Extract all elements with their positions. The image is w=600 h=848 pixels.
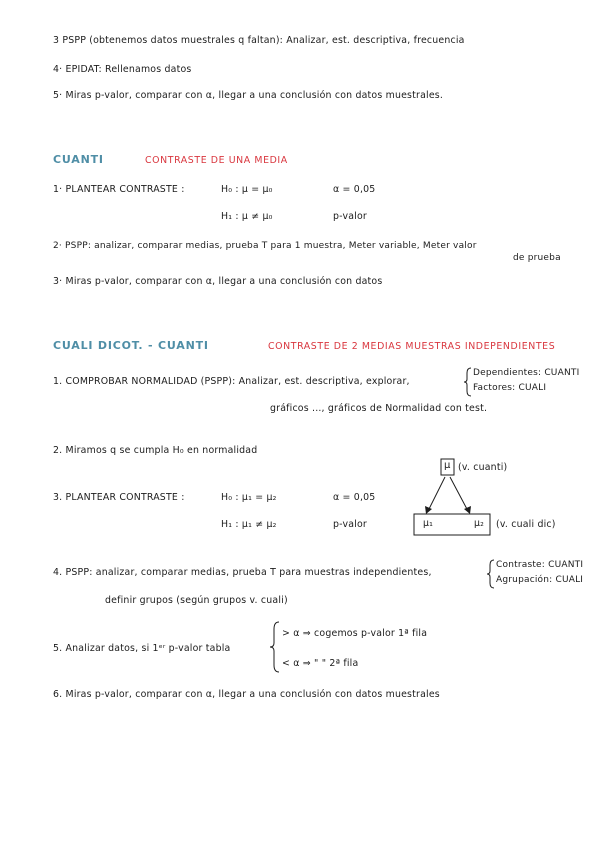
s2-step5-brace <box>270 621 280 673</box>
s2-step1-cont: gráficos ..., gráficos de Normalidad con test. <box>270 403 488 414</box>
diagram-top-label: (v. cuanti) <box>458 462 508 473</box>
s2-step4-brace <box>487 559 495 589</box>
s2-step5-less: < α ⇒ " " 2ª fila <box>282 658 359 669</box>
diagram-arrowhead-left <box>425 506 432 514</box>
s2-step1-dependientes: Dependientes: CUANTI <box>473 368 580 378</box>
step-4-epidat: 4· EPIDAT: Rellenamos datos <box>53 64 192 75</box>
diagram-arrow-left <box>428 477 445 511</box>
s1-step1-label: 1· PLANTEAR CONTRASTE : <box>53 184 185 195</box>
diagram-mu1: μ₁ <box>423 518 434 529</box>
s1-step2-cont: de prueba <box>513 253 561 263</box>
s2-step5-greater: > α ⇒ cogemos p-valor 1ª fila <box>282 628 428 639</box>
s2-h1: H₁ : μ₁ ≠ μ₂ <box>221 519 277 530</box>
s2-step1-brace <box>464 367 472 397</box>
s1-step2: 2· PSPP: analizar, comparar medias, prueba T para 1 muestra, Meter variable, Meter valor <box>53 241 477 251</box>
diagram-arrow-right <box>450 477 468 511</box>
s2-step4-agrupacion: Agrupación: CUALI <box>496 575 584 585</box>
step-3-pspp: 3 PSPP (obtenemos datos muestrales q faltan): Analizar, est. descriptiva, frecuencia <box>53 35 465 46</box>
s2-step4: 4. PSPP: analizar, comparar medias, prueba T para muestras independientes, <box>53 567 432 578</box>
s1-h1: H₁ : μ ≠ μ₀ <box>221 211 273 222</box>
s2-step5: 5. Analizar datos, si 1ᵉʳ p-valor tabla <box>53 643 231 654</box>
diagram-mu: μ <box>444 460 451 471</box>
step-5-pvalor: 5· Miras p-valor, comparar con α, llegar a una conclusión con datos muestrales. <box>53 90 444 101</box>
section-title-cuanti: CUANTI <box>53 153 104 166</box>
s2-h0: H₀ : μ₁ = μ₂ <box>221 492 277 503</box>
s2-step1-factores: Factores: CUALI <box>473 383 547 393</box>
s2-step1: 1. COMPROBAR NORMALIDAD (PSPP): Analizar, est. descriptiva, explorar, <box>53 376 410 387</box>
diagram-bottom-label: (v. cuali dic) <box>496 519 556 530</box>
diagram-arrowhead-right <box>464 506 471 514</box>
s1-h0: H₀ : μ = μ₀ <box>221 184 273 195</box>
s2-step2: 2. Miramos q se cumpla H₀ en normalidad <box>53 445 258 456</box>
s2-step4-cont: definir grupos (según grupos v. cuali) <box>105 595 288 606</box>
section-title-cuali-dicot: CUALI DICOT. - CUANTI <box>53 339 209 352</box>
s2-step4-contraste: Contraste: CUANTI <box>496 560 584 570</box>
section-subtitle-dos-medias: CONTRASTE DE 2 MEDIAS MUESTRAS INDEPENDIENTES <box>268 341 556 352</box>
s1-pvalor: p-valor <box>333 211 367 222</box>
s2-step3-label: 3. PLANTEAR CONTRASTE : <box>53 492 185 503</box>
section-subtitle-una-media: CONTRASTE DE UNA MEDIA <box>145 155 288 166</box>
s1-step3: 3· Miras p-valor, comparar con α, llegar a una conclusión con datos <box>53 276 383 287</box>
s2-pvalor: p-valor <box>333 519 367 530</box>
diagram-mu2: μ₂ <box>474 518 485 529</box>
s2-alpha: α = 0,05 <box>333 492 376 503</box>
s2-step6: 6. Miras p-valor, comparar con α, llegar a una conclusión con datos muestrales <box>53 689 440 700</box>
s1-alpha: α = 0,05 <box>333 184 376 195</box>
